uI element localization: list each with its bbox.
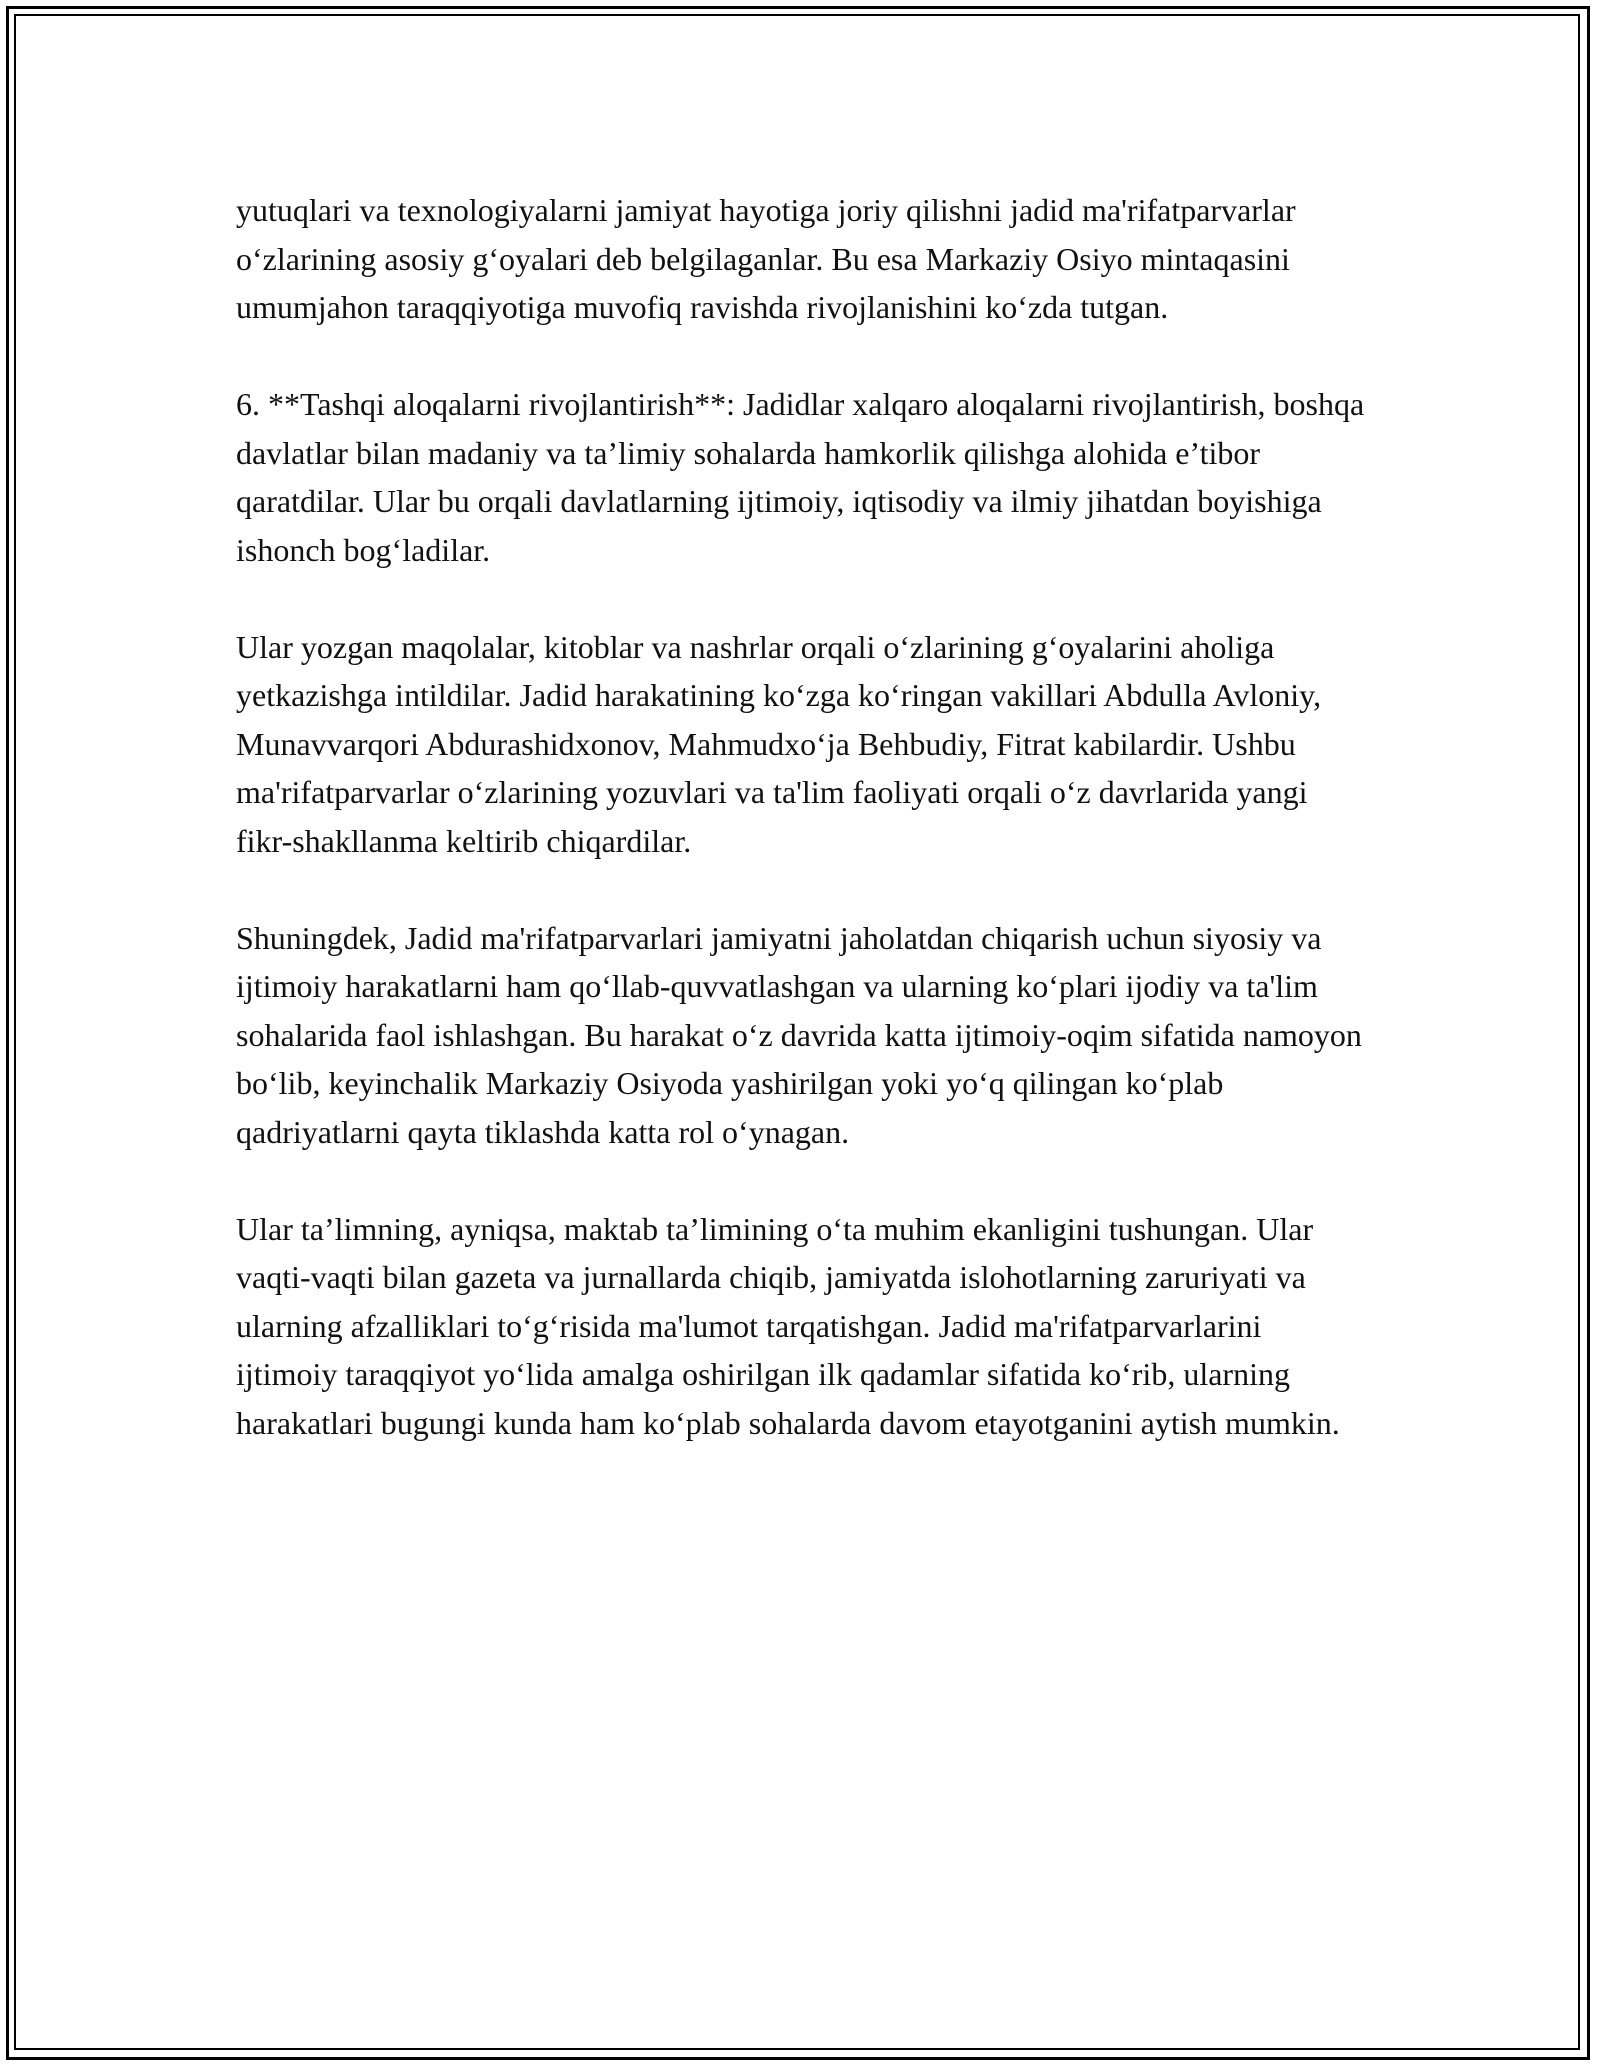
paragraph-3: Ular yozgan maqolalar, kitoblar va nashrlar orqali o‘zlarining g‘oyalarini aholiga yetkazishga intildilar. Jadid harakatining ko‘zga ko‘ringan vakillari Abdulla Avloniy, Munavvarqori Abdurashidxonov, Mahmudxo‘ja Behbudiy, Fitrat kabilardir. Ushbu ma'rifatparvarlar o‘zlarining yozuvlari va ta'lim faoliyati orqali o‘z davrlarida yangi fikr-shakllanma keltirib chiqardilar.	[236, 628, 1322, 859]
paragraph-1: yutuqlari va texnologiyalarni jamiyat hayotiga joriy qilishni jadid ma'rifatparvarlar o‘zlarining asosiy g‘oyalari deb belgilaganlar. Bu esa Markaziy Osiyo mintaqasini umumjahon taraqqiyotiga muvofiq ravishda rivojlanishini ko‘zda tutgan.	[236, 192, 1296, 325]
paragraph-4: Shuningdek, Jadid ma'rifatparvarlari jamiyatni jaholatdan chiqarish uchun siyosiy va ijtimoiy harakatlarni ham qo‘llab-quvvatlashgan va ularning ko‘plari ijodiy va ta'lim sohalarida faol ishlashgan. Bu harakat o‘z davrida katta ijtimoiy-oqim sifatida namoyon bo‘lib, keyinchalik Markaziy Osiyoda yashirilgan yoki yo‘q qilingan ko‘plab qadriyatlarni qayta tiklashda katta rol o‘ynagan.	[236, 919, 1362, 1150]
paragraph-2: 6. **Tashqi aloqalarni rivojlantirish**: Jadidlar xalqaro aloqalarni rivojlantirish, boshqa davlatlar bilan madaniy va ta’limiy sohalarda hamkorlik qilishga alohida e’tibor qaratdilar. Ular bu orqali davlatlarning ijtimoiy, iqtisodiy va ilmiy jihatdan boyishiga ishonch bog‘ladilar.	[236, 386, 1365, 568]
paragraph-5: Ular ta’limning, ayniqsa, maktab ta’limining o‘ta muhim ekanligini tushungan. Ular vaqti-vaqti bilan gazeta va jurnallarda chiqib, jamiyatda islohotlarning zaruriyati va ularning afzalliklari to‘g‘risida ma'lumot tarqatishgan. Jadid ma'rifatparvarlarini ijtimoiy taraqqiyot yo‘lida amalga oshirilgan ilk qadamlar sifatida ko‘rib, ularning harakatlari bugungi kunda ham ko‘plab sohalarda davom etayotganini aytish mumkin.	[236, 1210, 1340, 1441]
document-body	[236, 186, 1366, 1447]
